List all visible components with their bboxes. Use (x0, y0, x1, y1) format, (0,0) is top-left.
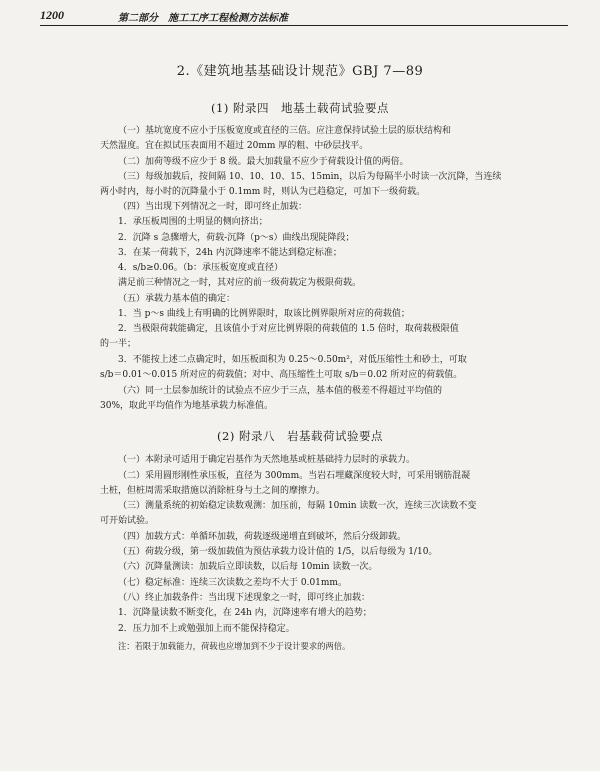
a4-line: （四）当出现下列情况之一时，即可终止加载： (118, 202, 308, 212)
a4-line: 3．在某一荷载下，24h 内沉降速率不能达到稳定标准； (118, 248, 342, 258)
a4-line: 满足前三种情况之一时，其对应的前一级荷载定为极限荷载。 (118, 278, 362, 288)
a8-line: （二）采用圆形刚性承压板，直径为 300mm。当岩石埋藏深度较大时，可采用钢筋混凝 (118, 471, 471, 481)
a8-line: 土桩，但桩周需采取措施以消除桩身与土之间的摩擦力。 (100, 486, 326, 496)
a4-line: （三）每级加载后，按间隔 10、10、10、15、15min，以后为每隔半小时读一次沉降，当连续 (118, 172, 502, 182)
a4-line: 两小时内，每小时的沉降量小于 0.1mm 时，则认为已趋稳定，可加下一级荷载。 (100, 187, 426, 197)
a8-line: （七）稳定标准：连续三次读数之差均不大于 0.01mm。 (118, 578, 347, 588)
a8-line: 可开始试验。 (100, 516, 155, 526)
appendix4-heading: (1) 附录四 地基土载荷试验要点 (211, 101, 389, 115)
a8-line: （三）测量系统的初始稳定读数观测：加压前，每隔 10min 读数一次，连续三次读数不变 (118, 501, 477, 511)
a8-line: 1．沉降量读数不断变化，在 24h 内，沉降速率有增大的趋势； (118, 608, 372, 618)
a4-line: 的一半； (100, 339, 137, 349)
a8-line: 2．压力加不上或勉强加上而不能保持稳定。 (118, 624, 295, 634)
a4-line: 天然湿度。宜在拟试压表面用不超过 20mm 厚的粗、中砂层找平。 (100, 141, 369, 151)
section-title: 第二部分 施工工序工程检测方法标准 (118, 13, 288, 24)
a8-line: （八）终止加载条件：当出现下述现象之一时，即可终止加载： (118, 593, 371, 603)
appendix8-heading: (2) 附录八 岩基载荷试验要点 (217, 429, 383, 443)
a8-line: （四）加载方式：单循环加载，荷载逐级递增直到破坏，然后分级卸载。 (118, 532, 407, 542)
a8-line: （一）本附录可适用于确定岩基作为天然地基或桩基础持力层时的承载力。 (118, 455, 416, 465)
page-number: 1200 (40, 8, 64, 22)
standard-title: 2.《建筑地基基础设计规范》GBJ 7—89 (176, 64, 424, 79)
a4-line: 3．不能按上述二点确定时，如压板面积为 0.25～0.50m²，对低压缩性土和砂土，可取 (118, 355, 467, 365)
a4-line: （五）承载力基本值的确定： (118, 294, 236, 304)
running-header (40, 9, 568, 26)
a4-line: 2．当极限荷载能确定，且该值小于对应比例界限的荷载值的 1.5 倍时，取荷载极限值 (118, 324, 459, 334)
a8-line: （五）荷载分级，第一级加载值为预估承载力设计值的 1/5，以后每级为 1/10。 (118, 547, 438, 557)
a4-line: 4．s/b≥0.06。（b：承压板宽度或直径） (118, 263, 283, 273)
a4-line: （六）同一土层参加统计的试验点不应少于三点，基本值的极差不得超过平均值的 (118, 386, 443, 396)
a4-line: （一）基坑宽度不应小于压板宽度或直径的三倍。应注意保持试验土层的原状结构和 (118, 126, 452, 136)
a4-line: 1．承压板周围的土明显的侧向挤出； (118, 217, 268, 227)
a4-line: 1．当 p～s 曲线上有明确的比例界限时，取该比例界限所对应的荷载值； (118, 309, 410, 319)
a4-line: （二）加荷等级不应少于 8 级。最大加载量不应少于荷载设计值的两倍。 (118, 157, 409, 167)
a4-line: s/b＝0.01～0.015 所对应的荷载值；对中、高压缩性土可取 s/b＝0.02 所对应的荷载值。 (100, 370, 463, 380)
a4-line: 2．沉降 s 急骤增大，荷载-沉降（p～s）曲线出现陡降段； (118, 233, 355, 243)
footnote: 注：若限于加载能力，荷载也应增加到不少于设计要求的两倍。 (118, 641, 351, 651)
a4-line: 30%，取此平均值作为地基承载力标准值。 (100, 401, 274, 411)
a8-line: （六）沉降量测读：加载后立即读数，以后每 10min 读数一次。 (118, 562, 378, 572)
